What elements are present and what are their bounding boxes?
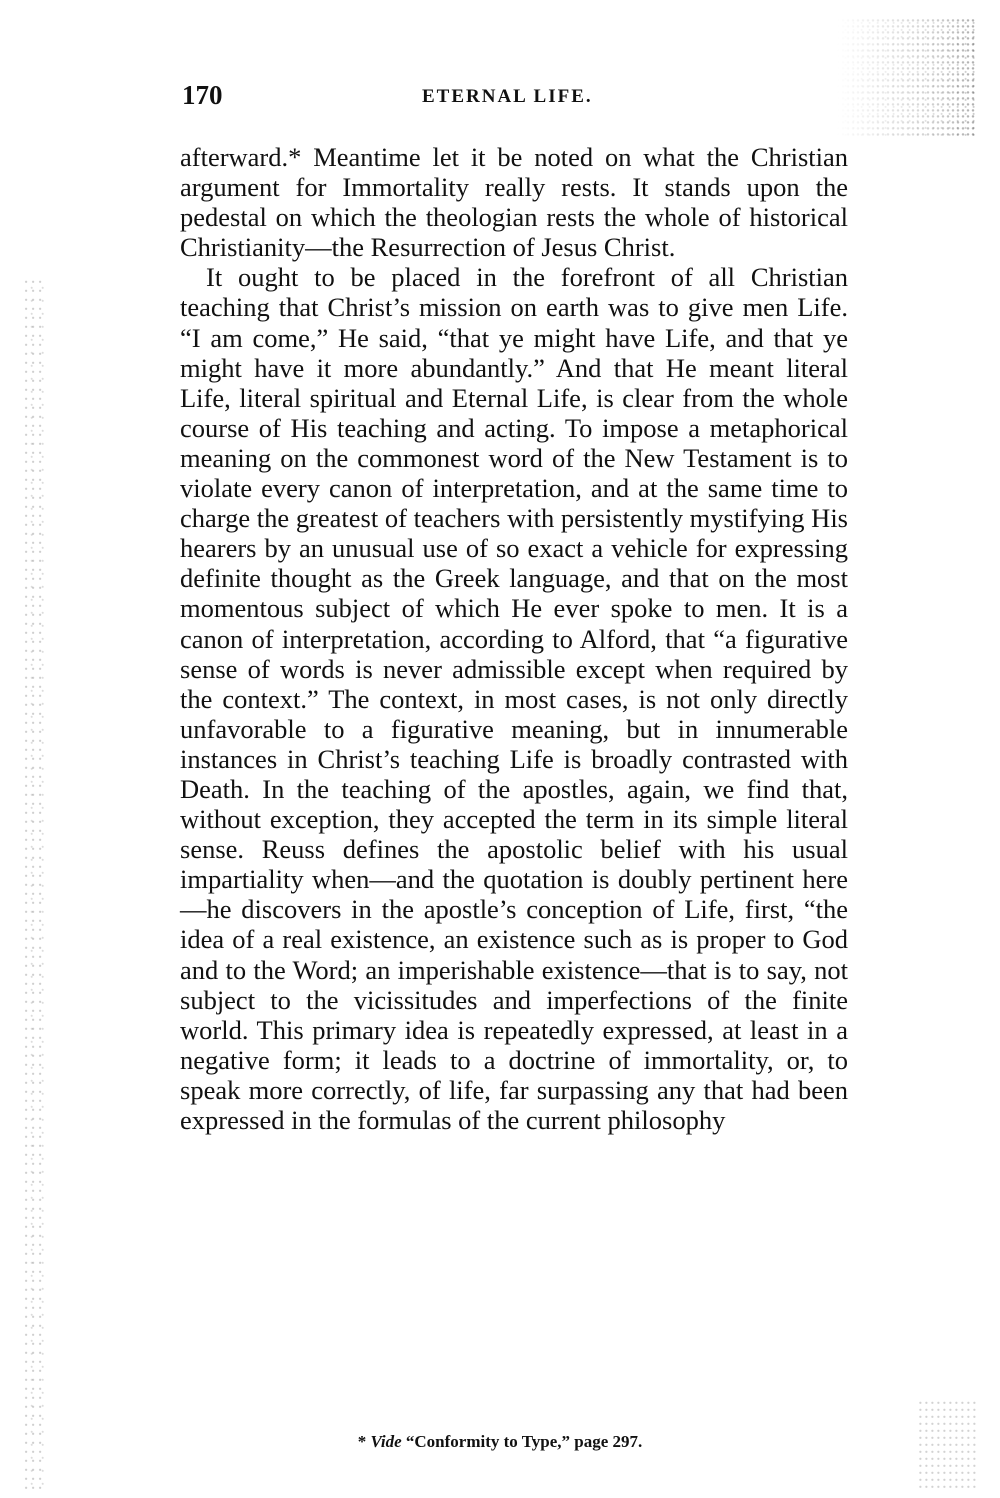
scan-edge-speckle-left bbox=[24, 280, 44, 1490]
page-number: 170 bbox=[182, 80, 223, 110]
page-header bbox=[182, 80, 848, 116]
body-text bbox=[180, 142, 848, 1135]
footnote-marker: * bbox=[357, 1432, 371, 1451]
footnote-text: “Conformity to Type,” page 297. bbox=[401, 1432, 643, 1451]
paragraph-1: afterward.* Meantime let it be noted on what the Christian argument for Immortality really rests. It stands upon the pedestal on which the theologian rests the whole of historical Christianity—the Resurrection of Jesus Christ. bbox=[180, 142, 848, 263]
paragraph-2: It ought to be placed in the forefront of all Christian teaching that Christ’s mission on earth was to give men Life. “I am come,” He said, “that ye might have Life, and that ye might have it more abundantly.” And that He meant literal Life, literal spiritual and Eternal Life, is clear from the whole course of His teaching and acting. To impose a metaphorical meaning on the commonest word of the New Testament is to violate every canon of interpretation, and at the same time to charge the greatest of teachers with persistently mystifying His hearers by an unusual use of so exact a vehicle for expressing definite thought as the Greek language, and that on the most momentous subject of which He ever spoke to men. It is a canon of interpretation, according to Alford, that “a figurative sense of words is never admissible except when required by the context.” The context, in most cases, is not only directly unfavorable to a figurative meaning, but in innumerable instances in Christ’s teaching Life is broadly contrasted with Death. In the teaching of the apostles, again, we find that, without exception, they accepted the term in its simple literal sense. Reuss defines the apostolic belief with his usual impartiality when—and the quotation is doubly pertinent here—he discovers in the apostle’s conception of Life, first, “the idea of a real existence, an existence such as is proper to God and to the Word; an imperishable existence—that is to say, not subject to the vicissitudes and imperfections of the finite world. This primary idea is repeatedly expressed, at least in a negative form; it leads to a doctrine of immortality, or, to speak more correctly, of life, far surpassing any that had been expressed in the formulas of the current philosophy bbox=[180, 262, 848, 1135]
scan-edge-speckle-top-right bbox=[836, 18, 976, 138]
footnote-vide: Vide bbox=[370, 1432, 402, 1451]
running-title: ETERNAL LIFE. bbox=[422, 86, 593, 107]
footnote bbox=[0, 1432, 1000, 1452]
